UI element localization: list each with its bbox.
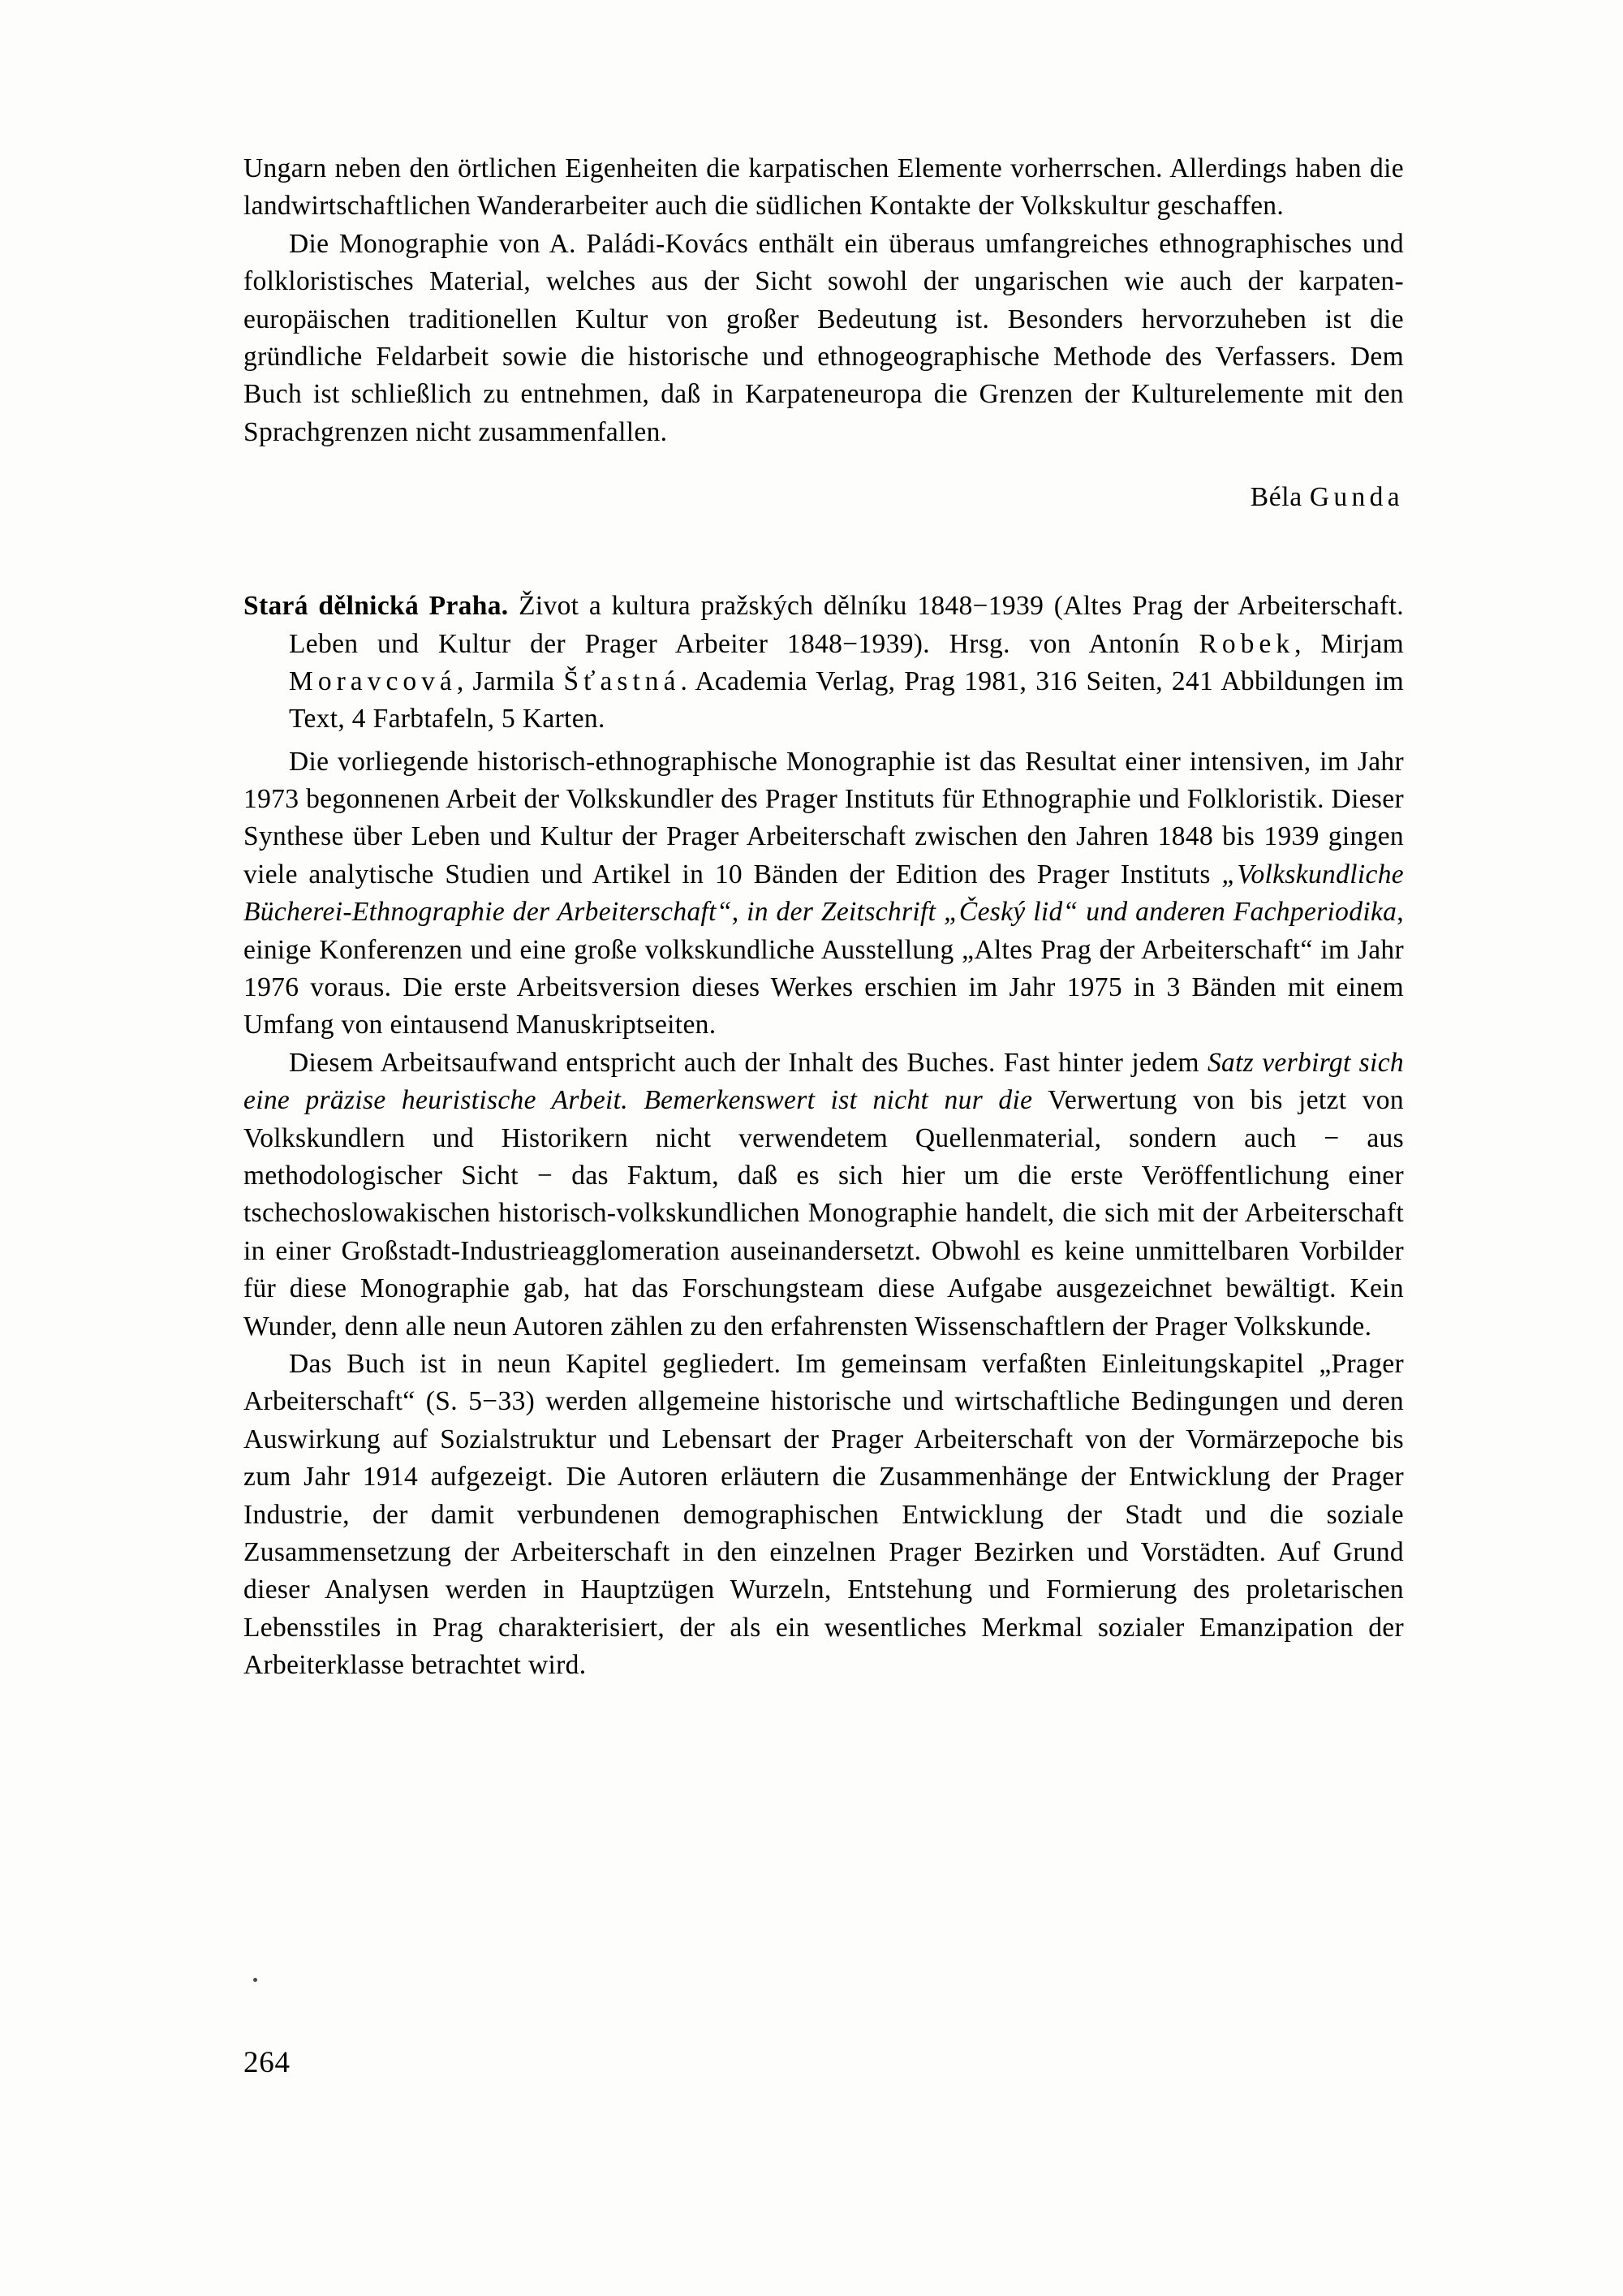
body-text: Diesem Arbeitsaufwand entspricht auch der Inhalt des Buches. Fast hinter jedem bbox=[289, 1047, 1208, 1078]
review-one bbox=[243, 150, 1404, 513]
signature-first-name: Béla bbox=[1250, 482, 1310, 513]
review-two-headnote-part2: , Mirjam bbox=[1294, 628, 1404, 659]
page-speck bbox=[253, 1978, 257, 1982]
review-two-headnote-part4: . Academia Verlag, Prag 1981, 316 Seiten, 241 Abbildungen im Text, 4 Farbtafeln, 5 Karten. bbox=[289, 666, 1404, 734]
review-one-signature bbox=[243, 482, 1404, 513]
review-two-editor-one: Robek bbox=[1199, 628, 1295, 659]
signature-last-name: Gunda bbox=[1309, 482, 1404, 513]
review-two-paragraph-1 bbox=[243, 743, 1404, 1045]
page-number: 264 bbox=[243, 2046, 291, 2079]
review-two-editor-three: Šťastná bbox=[563, 666, 681, 696]
review-two-headnote-part1: Život a kultura pražských dělníku 1848−1939 (Altes Prag der Arbeiterschaft. Leben und Kultur der Prager Arbeiter 1848−1939). Hrsg. von Antonín bbox=[289, 591, 1404, 659]
page-content bbox=[243, 150, 1404, 1684]
review-two-editor-two: Moravcová bbox=[289, 666, 457, 696]
body-text: Die vorliegende historisch-ethnographische Monographie ist das Resultat einer intensiven, im Jahr 1973 begonnenen Arbeit der Volkskundler des Prager Instituts für Ethnographie und Folkloristik. Dieser Synthese über Leben und Kultur der Prager Arbeiterschaft zwischen den Jahren 1848 bis 1939 gingen viele analytische Studien und Artikel in 10 Bänden der Edition des Prager Instituts bbox=[243, 746, 1404, 890]
body-text: Verwertung von bis jetzt von Volkskundlern und Historikern nicht verwendetem Quellenmaterial, sondern auch − aus methodologischer Sicht − das Faktum, daß es sich hier um die erste Veröffentlichung einer tschechoslowakischen historisch-volkskundlichen Monographie handelt, die sich mit der Arbeiterschaft in einer Großstadt-Industrieagglomeration auseinandersetzt. Obwohl es keine unmittelbaren Vorbilder für diese Monographie gab, hat das Forschungsteam diese Aufgabe ausgezeichnet bewältigt. Kein Wunder, denn alle neun Autoren zählen zu den erfahrensten Wissenschaftlern der Prager Volkskunde. bbox=[243, 1085, 1404, 1342]
review-two-title: Stará dělnická Praha. bbox=[243, 591, 509, 622]
review-two-headnote bbox=[243, 588, 1404, 739]
review-one-paragraph-2: Die Monographie von A. Paládi-Kovács enthält ein überaus umfangreiches ethnographisches und folkloristisches Material, welches aus der Sicht sowohl der ungarischen wie auch der karpaten-europäischen traditionellen Kultur von großer Bedeutung ist. Besonders hervorzuheben ist die gründliche Feldarbeit sowie die historische und ethnogeographische Methode des Verfassers. Dem Buch ist schließlich zu entnehmen, daß in Karpateneuropa die Grenzen der Kulturelemente mit den Sprachgrenzen nicht zusammenfallen. bbox=[243, 228, 1404, 447]
review-two-headnote-part3: , Jarmila bbox=[456, 666, 564, 696]
review-two-paragraph-3 bbox=[243, 1346, 1404, 1685]
review-two-paragraph-2 bbox=[243, 1045, 1404, 1346]
review-one-paragraph-1: Ungarn neben den örtlichen Eigenheiten die karpatischen Elemente vorherrschen. Allerdings haben die landwirtschaftlichen Wanderarbeiter auch die südlichen Kontakte der Volkskultur geschaffen. bbox=[243, 153, 1404, 222]
section-divider bbox=[243, 513, 1404, 588]
review-two bbox=[243, 588, 1404, 1684]
body-text: , einige Konferenzen und eine große volkskundliche Ausstellung „Altes Prag der Arbeiterschaft“ im Jahr 1976 voraus. Die erste Arbeitsversion dieses Werkes erschien im Jahr 1975 in 3 Bänden mit einem Umfang von eintausend Manuskriptseiten. bbox=[243, 897, 1404, 1040]
body-text: Das Buch ist in neun Kapitel gegliedert. Im gemeinsam verfaßten Einleitungskapitel „Prager Arbeiterschaft“ (S. 5−33) werden allgemeine historische und wirtschaftliche Bedingungen und deren Auswirkung auf Sozialstruktur und Lebensart der Prager Arbeiterschaft von der Vormärzepoche bis zum Jahr 1914 aufgezeigt. Die Autoren erläutern die Zusammenhänge der Entwicklung der Prager Industrie, der damit verbundenen demographischen Entwicklung der Stadt und die soziale Zusammensetzung der Arbeiterschaft in den einzelnen Prager Bezirken und Vorstädten. Auf Grund dieser Analysen werden in Hauptzügen Wurzeln, Entstehung und Formierung des proletarischen Lebensstiles in Prag charakterisiert, der als ein wesentliches Merkmal sozialer Emanzipation der Arbeiterklasse betrachtet wird. bbox=[243, 1348, 1404, 1681]
emphasized-text: Satz verbirgt sich eine präzise heuristische Arbeit. Bemerkenswert ist nicht nur die bbox=[243, 1047, 1404, 1116]
emphasized-text: „Volkskundliche Bücherei-Ethnographie der Arbeiterschaft“, in der Zeitschrift „Český lid“ und anderen Fachperiodika bbox=[243, 859, 1404, 928]
